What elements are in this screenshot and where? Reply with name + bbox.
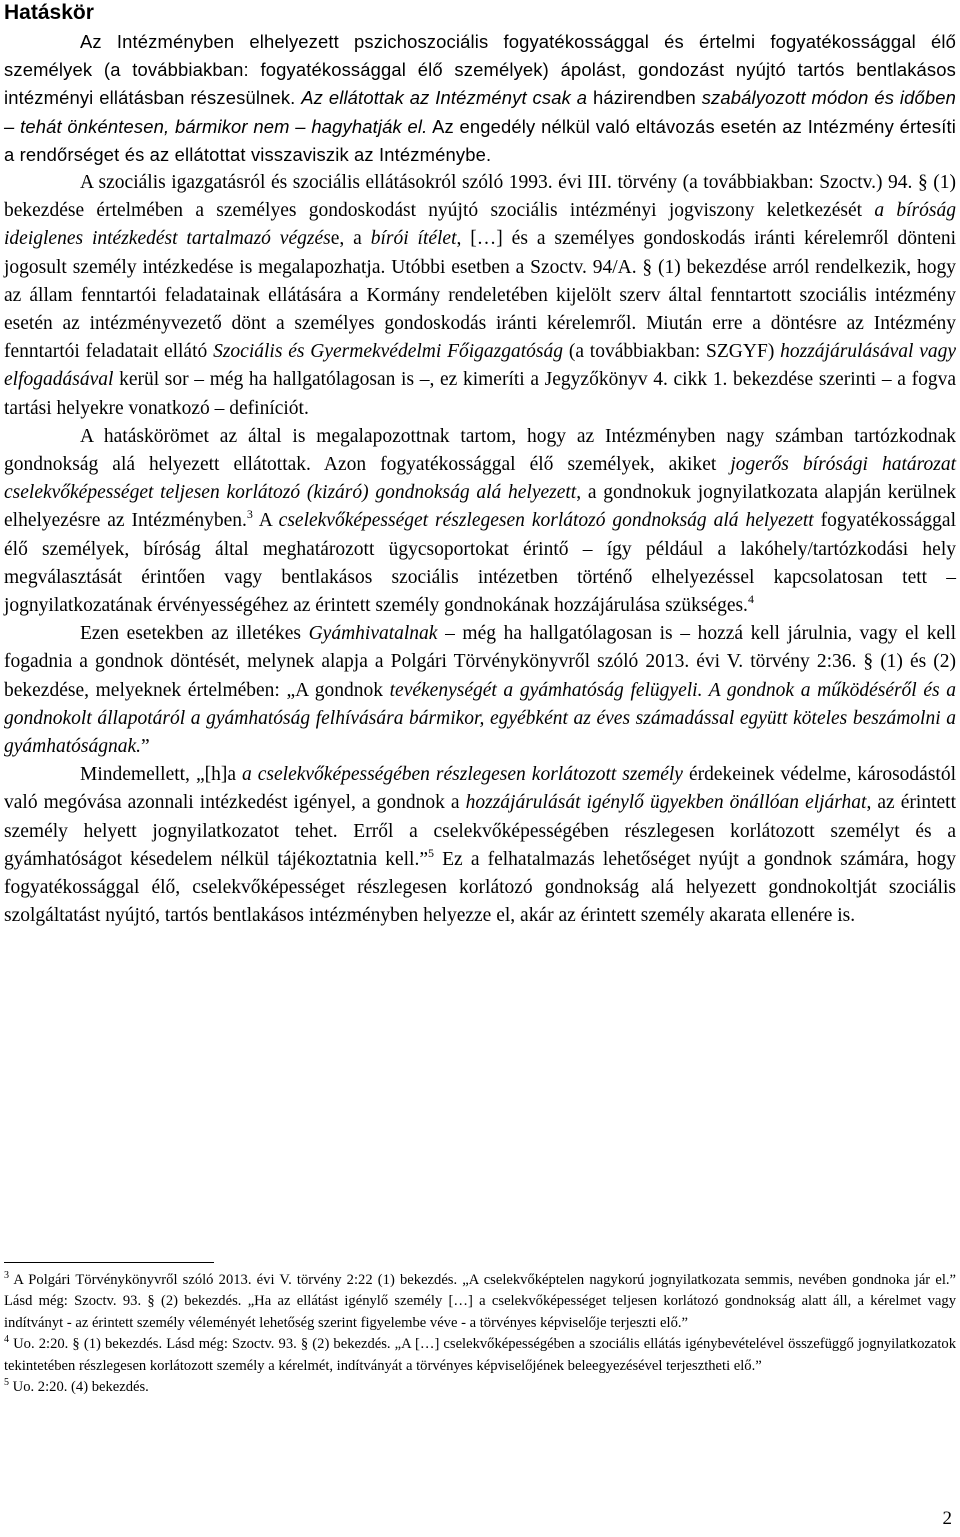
paragraph [4,423,956,620]
emphasis-text: Gyámhivatalnak [308,623,438,645]
text-run: – még ha hallgatólagosan is – hozzá kell járulnia, vagy el kell fogadnia a gondnok döntését, melynek alapja a Polgári Törvénykönyvről szóló 2013. évi V. törvény 2:36. § (1) és (2) bekezdése, melyeknek értelmében: „A gondnok [4,623,956,701]
footnote [4,1334,956,1377]
text-run: ” [141,736,150,758]
footnote-separator [4,1262,214,1263]
paragraph [4,169,956,423]
footnote-text: A Polgári Törvénykönyvről szóló 2013. évi V. törvény 2:22 (1) bekezdés. „A cselekvőképtelen nagykorú jognyilatkozata semmis, nevében gondnoka jár el.” Lásd még: Szoctv. 93. § (2) bekezdés. „Ha az ellátást igénylő személy […] a cselekvőképességet teljesen korlátozó gondnokság alatt áll, a kérelmet vagy indítványt - az érintett személy véleményét lehetőség szerint figyelembe véve - a törvényes képviselője terjeszti elő.” [4,1272,956,1331]
text-run: A hatáskörömet az által is megalapozottnak tartom, hogy az Intézményben nagy számban tartózkodnak gondnokság alá helyezett ellátottak. Azon fogyatékossággal élő személyek, akiket [4,425,956,476]
footnote-text: Uo. 2:20. (4) bekezdés. [12,1379,149,1396]
emphasis-text: a bíróság ideiglenes intézkedést tartalmazó végzés [4,200,956,250]
emphasis-text: bírói ítélet [370,228,457,250]
text-run: Az Intézményben elhelyezett pszichoszociális fogyatékossággal és értelmi fogyatékossággal élő személyek (a továbbiakban: fogyatékossággal élő személyek) ápolást, gondozást nyújtó tartós bentlakásos intézményi ellátásban részesülnek. [4,31,956,109]
footnote-number: 3 [4,1270,9,1281]
emphasis-text: Az ellátottak az Intézményt csak a [301,87,588,109]
text-run: (a továbbiakban: SZGYF) [563,341,781,363]
page-number: 2 [942,1508,952,1529]
paragraph [4,761,956,930]
footnote-number: 4 [4,1334,9,1346]
emphasis-text: hozzájárulásával vagy elfogadásával [4,341,957,391]
text-run: érdekeinek védelme, károsodástól való megóvása azonnali intézkedést igényel, a gondnok a [4,764,956,814]
footnote-ref: 4 [747,592,754,607]
footnote-ref: 3 [246,507,253,522]
text-run: fogyatékossággal élő személyek, bíróság által meghatározott ügycsoportokat érintő – így például a lakóhely/tartózkodási hely megválasztását érintően vagy bentlakásos szociális intézetben történő elhelyezéssel kapcsolatosan tett – jognyilatkozatának érvényességéhez az érintett személy gondnokának hozzájárulása szükséges. [4,510,956,617]
text-run: Ezen esetekben az illetékes [80,623,309,645]
paragraph [4,620,956,761]
text-run: házirendben [587,87,702,109]
text-run: , […] és a személyes gondoskodás iránti kérelemről dönteni jogosult személy intézkedése is megalapozhatja. Utóbbi esetben a Szoctv. 94/A. § (1) bekezdése arról rendelkezik, hogy az állam fenntartói feladatainak ellátására a Kormány rendeletében kijelölt szerv által fenntartott szociális intézmény esetén az intézményvezető dönt a személyes gondoskodás iránti kérelemről. Miután erre a döntésre az Intézmény fenntartói feladatait ellátó [4,228,957,363]
footnote-ref: 5 [428,845,434,860]
footnote [4,1377,956,1398]
emphasis-text: szabályozott módon és időben – tehát önkéntesen, bármikor nem – hagyhatják el. [4,87,956,137]
body-text [4,28,956,931]
text-run: Az engedély nélkül való eltávozás esetén az Intézmény értesíti a rendőrséget és az ellátottat visszaviszik az Intézménybe. [4,115,956,165]
text-run: e, a [330,228,371,250]
footnote [4,1270,956,1334]
emphasis-text: tevékenységét a gyámhatóság felügyeli. A gondnok a működéséről és a gondnokolt állapotáról a gyámhatóság felhívására bármikor, egyébként az éves számadással együtt köteles beszámolni a gyámhatóságnak. [4,679,956,758]
text-run: Mindemellett, „[h]a [80,764,242,786]
section-heading: Hatáskör [4,1,94,24]
footnote-number: 5 [4,1377,9,1389]
footnotes [4,1270,956,1398]
text-run: A [252,510,279,532]
paragraph [4,28,956,169]
text-run: , az érintett személy helyett jognyilatkozatot tehet. Erről a cselekvőképességében részlegesen korlátozott személyt és a gyámhatóságot késedelem nélkül tájékoztatnia kell.” [4,792,956,870]
emphasis-text: a cselekvőképességében részlegesen korlátozott személy [242,764,683,786]
text-run: A szociális igazgatásról és szociális ellátásokról szóló 1993. évi III. törvény (a továbbiakban: Szoctv.) 94. § (1) bekezdése értelmében a személyes gondoskodást nyújtó szociális intézményi jogviszony keletkezését [4,172,956,222]
emphasis-text: cselekvőképességet részlegesen korlátozó gondnokság alá helyezett [278,510,814,532]
emphasis-text: jogerős bírósági határozat cselekvőképességet teljesen korlátozó (kizáró) gondnokság alá helyezett [4,454,956,504]
emphasis-text: Szociális és Gyermekvédelmi Főigazgatóság [213,341,564,363]
footnote-text: Uo. 2:20. § (1) bekezdés. Lásd még: Szoctv. 93. § (2) bekezdés. „A […] cselekvőképességében a szociális ellátás igénybevételével összefüggő jognyilatkozatok tekintetében részlegesen korlátozott személy a kérelmét, indítványát a törvényes képviselőjének beleegyezésével terjesztheti elő.” [4,1336,956,1374]
text-run: Ez a felhatalmazás lehetőséget nyújt a gondnok számára, hogy fogyatékossággal élő, cselekvőképességet részlegesen korlátozó gondnokság alá helyezett gondnokoltját szociális szolgáltatást nyújtó, tartós bentlakásos intézményben helyezze el, akár az érintett személy akarata ellenére is. [4,848,956,927]
emphasis-text: hozzájárulását igénylő ügyekben önállóan eljárhat [465,792,867,814]
text-run: , a gondnokuk jognyilatkozata alapján kerülnek elhelyezésre az Intézményben. [4,482,956,532]
text-run: kerül sor – még ha hallgatólagosan is –, ez kimeríti a Jegyzőkönyv 4. cikk 1. bekezdése szerinti – a fogva tartási helyekre vonatkozó – definíciót. [4,369,956,419]
